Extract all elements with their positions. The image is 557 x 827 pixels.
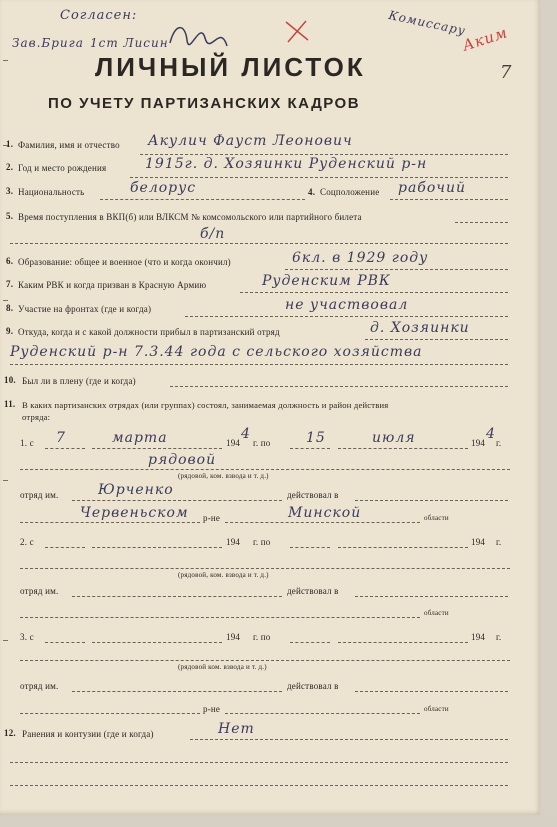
period-3-oblast-label: области xyxy=(424,705,449,713)
period-1-role-hint: (рядовой, ком. взвода и т. д.) xyxy=(178,472,269,480)
value-education: 6кл. в 1929 году xyxy=(292,250,429,266)
label-arrival: Откуда, когда и с какой должности прибыл в партизанский отряд xyxy=(18,327,280,337)
field-num-11: 11. xyxy=(4,399,16,409)
margin-tick xyxy=(3,300,8,301)
annotation-agreed: Согласен: xyxy=(60,8,138,23)
underline xyxy=(455,222,508,223)
underline xyxy=(225,713,420,714)
period-1-otryad-value: Юрченко xyxy=(98,482,174,498)
scan-edge-right xyxy=(540,0,557,827)
underline xyxy=(45,547,85,548)
period-1-from-index: 1. с xyxy=(20,438,34,448)
period-1-g: г. xyxy=(496,438,502,448)
period-1-otryad-label: отряд им. xyxy=(20,490,59,500)
red-cross-mark xyxy=(282,18,312,44)
period-1-month-from: марта xyxy=(112,430,168,446)
field-num-7: 7. xyxy=(6,279,14,289)
value-fronts: не участвовал xyxy=(285,297,409,313)
underline xyxy=(20,522,200,523)
annotation-commissar: Комиссару xyxy=(387,7,468,39)
annotation-signature: 1ст Лисин xyxy=(90,36,169,50)
underline xyxy=(285,269,508,270)
underline xyxy=(290,448,330,449)
sheet-number: 7 xyxy=(500,62,513,83)
label-full-name: Фамилия, имя и отчество xyxy=(18,140,120,150)
label-party: Время поступления в ВКП(б) или ВЛКСМ № комсомольского или партийного билета xyxy=(18,212,362,222)
period-3-rayon-label: р-не xyxy=(203,704,221,714)
period-3-from-index: 3. с xyxy=(20,632,34,642)
underline xyxy=(45,642,85,643)
field-num-2: 2. xyxy=(6,162,14,172)
underline xyxy=(10,785,508,786)
period-1-year-from: 4 xyxy=(241,426,251,442)
page-title: ЛИЧНЫЙ ЛИСТОК xyxy=(95,52,366,82)
field-num-6: 6. xyxy=(6,256,14,266)
field-num-4: 4. xyxy=(308,187,316,197)
underline xyxy=(355,691,508,692)
period-3-role-hint: (рядовой ком. взвода и т. д.) xyxy=(178,663,267,671)
period-2-from-index: 2. с xyxy=(20,537,34,547)
underline xyxy=(10,243,508,244)
underline xyxy=(185,316,508,317)
underline xyxy=(355,596,508,597)
period-1-year-prefix-to: 194 xyxy=(471,438,486,448)
margin-tick xyxy=(3,480,8,481)
period-1-rayon-value: Червеньском xyxy=(80,505,189,521)
field-num-3: 3. xyxy=(6,186,14,196)
period-1-oblast-value: Минской xyxy=(288,505,362,521)
underline xyxy=(20,660,510,661)
underline xyxy=(338,642,468,643)
underline xyxy=(92,448,222,449)
period-2-action-label: действовал в xyxy=(287,586,339,596)
label-social: Соцположение xyxy=(320,187,380,197)
underline xyxy=(225,522,420,523)
underline xyxy=(20,469,510,470)
red-annotation: Аким xyxy=(460,23,511,55)
underline xyxy=(240,292,508,293)
underline xyxy=(72,500,282,501)
underline xyxy=(338,547,468,548)
underline xyxy=(338,448,468,449)
period-1-day-to: 15 xyxy=(306,430,326,446)
value-nationality: белорус xyxy=(130,180,197,196)
underline xyxy=(140,154,508,155)
underline xyxy=(20,713,200,714)
page-subtitle: ПО УЧЕТУ ПАРТИЗАНСКИХ КАДРОВ xyxy=(48,95,361,112)
value-arrival-1: д. Хозяинки xyxy=(370,320,470,336)
underline xyxy=(10,762,508,763)
period-1-action-label: действовал в xyxy=(287,490,339,500)
scan-edge-bottom xyxy=(0,815,557,827)
value-birth: 1915г. д. Хозяинки Руденский р-н xyxy=(145,156,428,172)
field-num-10: 10. xyxy=(4,375,16,385)
underline xyxy=(390,199,508,200)
period-3-po: г. по xyxy=(253,632,271,642)
period-1-oblast-label: области xyxy=(424,514,449,522)
period-1-day-from: 7 xyxy=(56,430,66,446)
period-2-year-prefix: 194 xyxy=(226,537,241,547)
underline xyxy=(365,339,508,340)
period-2-po: г. по xyxy=(253,537,271,547)
period-3-g: г. xyxy=(496,632,502,642)
underline xyxy=(170,386,508,387)
annotation-brigade: Зав.Брига xyxy=(12,36,84,50)
field-num-9: 9. xyxy=(6,326,14,336)
underline xyxy=(72,691,282,692)
field-num-1: 1. xyxy=(6,139,14,149)
period-1-role: рядовой xyxy=(148,452,217,468)
field-num-5: 5. xyxy=(6,211,14,221)
period-3-otryad-label: отряд им. xyxy=(20,681,59,691)
underline xyxy=(290,547,330,548)
field-num-12: 12. xyxy=(4,728,16,738)
underline xyxy=(190,739,508,740)
period-1-month-to: июля xyxy=(372,430,416,446)
label-nationality: Национальность xyxy=(18,187,85,197)
underline xyxy=(20,568,510,569)
period-1-year-prefix: 194 xyxy=(226,438,241,448)
period-3-year-prefix-to: 194 xyxy=(471,632,486,642)
underline xyxy=(72,596,282,597)
underline xyxy=(290,642,330,643)
period-2-g: г. xyxy=(496,537,502,547)
label-wounds: Ранения и контузии (где и когда) xyxy=(22,729,154,739)
value-social: рабочий xyxy=(398,180,467,196)
margin-tick xyxy=(3,640,8,641)
margin-tick xyxy=(3,60,8,61)
period-1-po: г. по xyxy=(253,438,271,448)
label-birth: Год и место рождения xyxy=(18,163,107,173)
underline xyxy=(45,448,85,449)
underline xyxy=(20,617,420,618)
value-arrival-2: Руденский р-н 7.3.44 года с сельского хозяйства xyxy=(10,344,423,360)
period-2-year-prefix-to: 194 xyxy=(471,537,486,547)
label-conscription: Каким РВК и когда призван в Красную Армию xyxy=(18,280,207,290)
field-num-8: 8. xyxy=(6,303,14,313)
period-2-otryad-label: отряд им. xyxy=(20,586,59,596)
label-fronts: Участие на фронтах (где и когда) xyxy=(18,304,152,314)
value-party: б/п xyxy=(200,226,226,242)
underline xyxy=(355,500,508,501)
value-conscription: Руденским РВК xyxy=(262,273,391,289)
value-full-name: Акулич Фауст Леонович xyxy=(148,133,353,149)
label-education: Образование: общее и военное (что и когда окончил) xyxy=(18,257,231,267)
period-2-role-hint: (рядовой, ком. взвода и т. д.) xyxy=(178,571,269,579)
period-3-action-label: действовал в xyxy=(287,681,339,691)
label-captivity: Был ли в плену (где и когда) xyxy=(22,376,136,386)
underline xyxy=(92,547,222,548)
period-3-year-prefix: 194 xyxy=(226,632,241,642)
underline xyxy=(92,642,222,643)
underline xyxy=(100,199,305,200)
underline xyxy=(10,364,508,365)
period-1-year-to: 4 xyxy=(486,426,496,442)
label-detachments-2: отряда: xyxy=(22,412,51,422)
value-wounds: Нет xyxy=(218,721,255,737)
underline xyxy=(130,177,508,178)
period-1-rayon-label: р-не xyxy=(203,513,221,523)
period-2-oblast-label: области xyxy=(424,609,449,617)
label-detachments: В каких партизанских отрядах (или группах) состоял, занимаемая должность и район действия xyxy=(22,400,389,410)
